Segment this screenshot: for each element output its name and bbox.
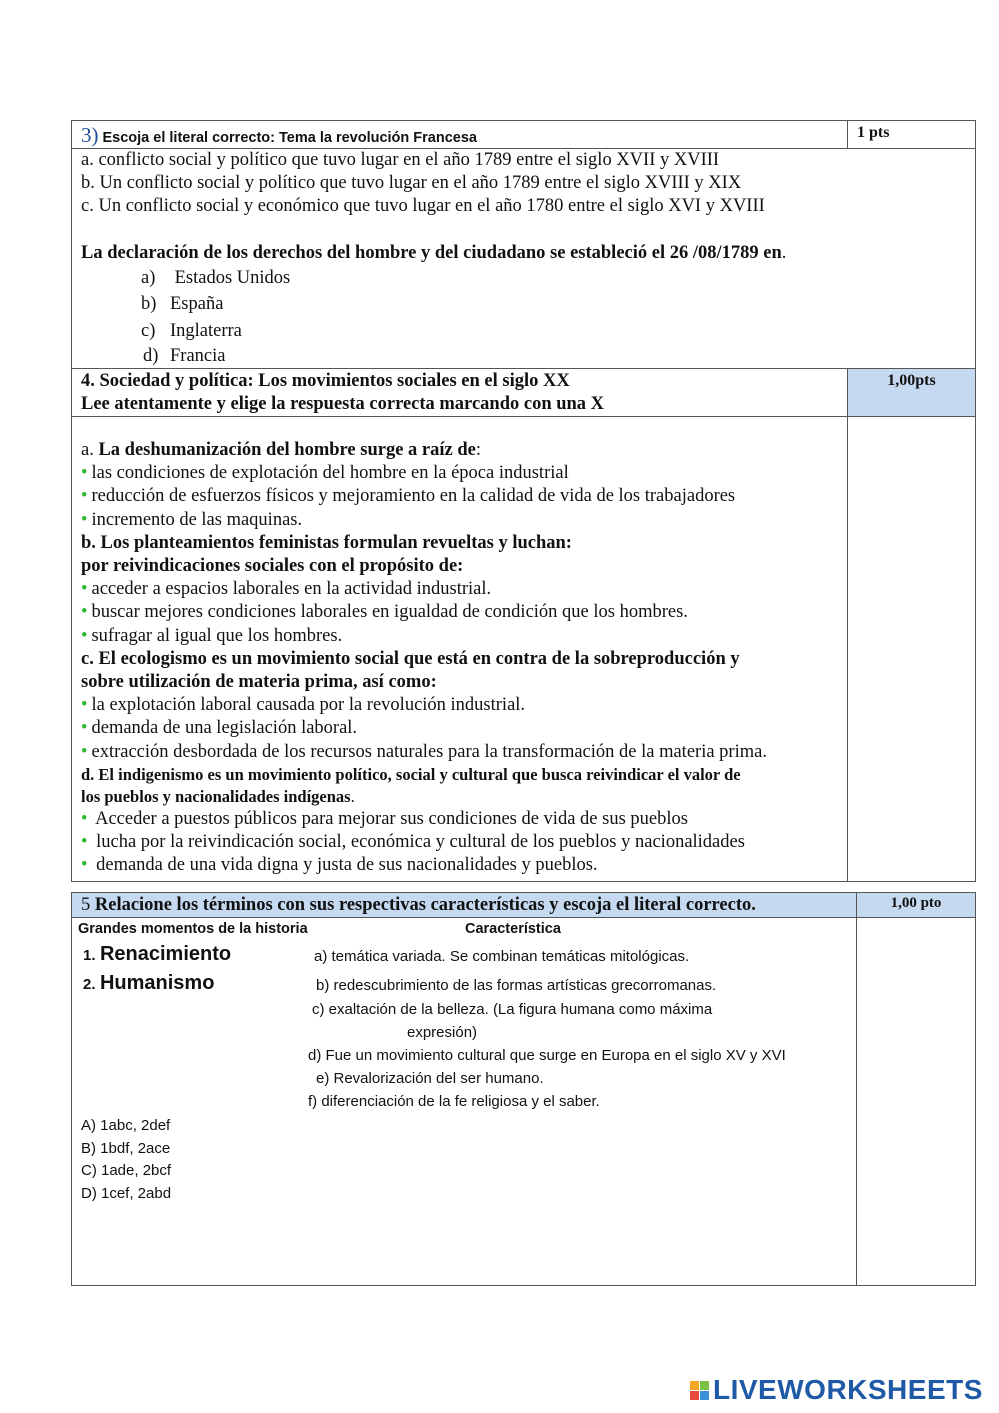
statement-a: a. conflicto social y político que tuvo lugar en el año 1789 entre el siglo XVII y XVIII <box>81 150 720 170</box>
question-5-answer-cell <box>857 918 976 1286</box>
characteristic-e: e) Revalorización del ser humano. <box>316 1070 544 1088</box>
question-5-points: 1,00 pto <box>857 893 976 918</box>
answer-option-b[interactable]: B) 1bdf, 2ace <box>81 1139 171 1157</box>
answer-option-a[interactable]: A) 1abc, 2def <box>81 1117 171 1135</box>
answer-option-c[interactable]: C) 1ade, 2bcf <box>81 1162 172 1180</box>
question-3-header <box>72 121 848 149</box>
section-c-item[interactable]: • la explotación laboral causada por la revolución industrial. <box>81 695 526 716</box>
question-3-prompt: La declaración de los derechos del hombre y del ciudadano se estableció el 26 /08/1789 en. <box>81 242 787 263</box>
liveworksheets-brand: LIVEWORKSHEETS <box>713 1374 983 1405</box>
term-renacimiento: 1. Renacimiento <box>83 943 232 966</box>
question-5-header <box>72 893 857 918</box>
section-d-heading-2: los pueblos y nacionalidades indígenas. <box>81 786 355 806</box>
characteristic-d: d) Fue un movimiento cultural que surge en Europa en el siglo XV y XVI <box>308 1047 786 1065</box>
question-3-title: Escoja el literal correcto: Tema la revolución Francesa <box>102 130 477 146</box>
statement-c: c. Un conflicto social y económico que tuvo lugar en el año 1780 entre el siglo XVI y XVIII <box>81 196 765 217</box>
characteristic-c: c) exaltación de la belleza. (La figura humana como máxima <box>312 1001 713 1019</box>
section-b-item[interactable]: • acceder a espacios laborales en la actividad industrial. <box>81 579 492 600</box>
statement-b: b. Un conflicto social y político que tuvo lugar en el año 1789 entre el siglo XVIII y XIX <box>81 173 742 194</box>
section-d-item[interactable]: • demanda de una vida digna y justa de sus nacionalidades y pueblos. <box>81 855 598 876</box>
answer-options <box>81 1115 171 1205</box>
section-a-heading: a. La deshumanización del hombre surge a raíz de: <box>81 440 481 461</box>
question-5-title: 5 Relacione los términos con sus respectivas características y escoja el literal correcto. <box>81 895 756 915</box>
option-d[interactable]: d) Francia <box>143 346 226 367</box>
question-3-table <box>71 120 976 882</box>
question-4-points: 1,00pts <box>848 369 976 417</box>
section-c-item[interactable]: • demanda de una legislación laboral. <box>81 718 358 739</box>
characteristic-f: f) diferenciación de la fe religiosa y el saber. <box>308 1093 600 1111</box>
characteristic-b: b) redescubrimiento de las formas artísticas grecorromanas. <box>316 977 717 995</box>
section-b-item[interactable]: • buscar mejores condiciones laborales en igualdad de condición que los hombres. <box>81 602 688 623</box>
question-4-title: 4. Sociedad y política: Los movimientos sociales en el siglo XX <box>81 371 570 392</box>
section-c-heading: c. El ecologismo es un movimiento social que está en contra de la sobreproducción y <box>81 648 740 669</box>
section-a-item[interactable]: • incremento de las maquinas. <box>81 509 303 530</box>
answer-option-d[interactable]: D) 1cef, 2abd <box>81 1184 172 1202</box>
question-4-subtitle: Lee atentamente y elige la respuesta correcta marcando con una X <box>81 394 605 415</box>
section-d-item[interactable]: • lucha por la reivindicación social, económica y cultural de los pueblos y nacionalidades <box>81 832 745 853</box>
term-humanismo: 2. Humanismo <box>83 972 215 995</box>
section-b-item[interactable]: • sufragar al igual que los hombres. <box>81 625 343 646</box>
liveworksheets-logo-icon <box>690 1381 709 1400</box>
question-4-header <box>72 369 848 417</box>
question-4-answer-cell <box>848 417 976 882</box>
section-a-item[interactable]: • reducción de esfuerzos físicos y mejoramiento en la calidad de vida de los trabajadores <box>81 486 736 507</box>
characteristic-c-cont: expresión) <box>407 1024 478 1042</box>
option-c[interactable]: c) Inglaterra <box>141 320 242 341</box>
question-3-body <box>72 149 976 369</box>
question-3-points: 1 pts <box>848 121 976 149</box>
section-d-item[interactable]: • Acceder a puestos públicos para mejorar sus condiciones de vida de sus pueblos <box>81 808 688 829</box>
section-a-item[interactable]: • las condiciones de explotación del hombre en la época industrial <box>81 463 569 484</box>
option-a[interactable]: a) Estados Unidos <box>141 267 291 288</box>
question-3-number: 3) <box>81 123 99 147</box>
option-b[interactable]: b) España <box>141 294 224 315</box>
section-c-item[interactable]: • extracción desbordada de los recursos naturales para la transformación de la materia prima. <box>81 741 767 762</box>
question-5-table <box>71 892 976 1286</box>
section-d-heading: d. El indigenismo es un movimiento político, social y cultural que busca reivindicar el valor de <box>81 764 741 784</box>
section-b-heading-2: por reivindicaciones sociales con el propósito de: <box>81 556 464 577</box>
question-4-body <box>72 417 848 882</box>
liveworksheets-logo <box>690 1374 983 1406</box>
section-c-heading-2: sobre utilización de materia prima, así como: <box>81 672 437 693</box>
column-header-characteristic: Característica <box>465 921 561 938</box>
column-header-moments: Grandes momentos de la historia <box>78 921 308 938</box>
section-b-heading: b. Los planteamientos feministas formulan revueltas y luchan: <box>81 532 572 553</box>
characteristic-a: a) temática variada. Se combinan temáticas mitológicas. <box>314 948 690 966</box>
question-5-body <box>72 918 857 1286</box>
